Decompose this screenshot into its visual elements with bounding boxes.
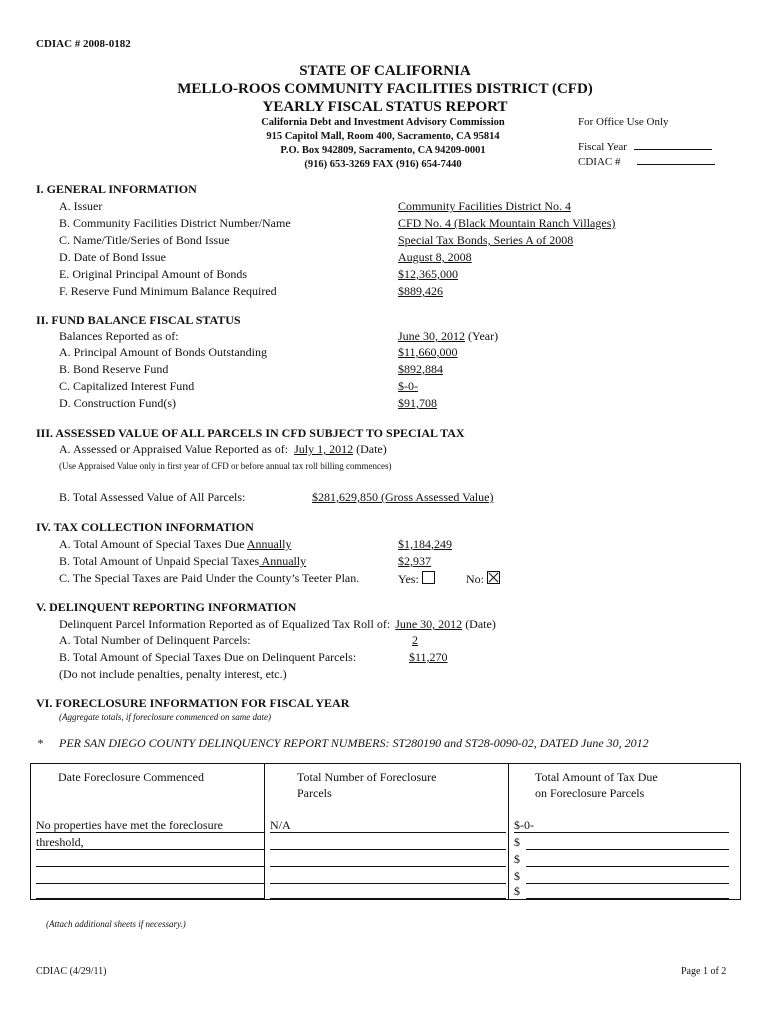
assessed-date-suffix: (Date) [353,442,387,456]
teeter-no: No: [466,571,500,587]
row-line [36,883,264,884]
teeter-yes-checkbox[interactable] [422,571,435,584]
assessed-date-label: A. Assessed or Appraised Value Reported as of: [59,442,289,456]
row-line [526,898,729,899]
cdiac-field [578,156,715,168]
section2-item-label: B. Bond Reserve Fund [59,362,169,376]
foreclosure-subnote: (Aggregate totals, if foreclosure commenced on same date) [59,712,271,722]
taxes-due-label: A. Total Amount of Special Taxes Due Annually [59,537,292,551]
appraised-note: (Use Appraised Value only in first year of CFD or before annual tax roll billing commences) [59,461,392,471]
row-line [270,883,506,884]
delinquent-date: June 30, 2012 [395,617,463,631]
section1-item-label: A. Issuer [59,199,103,213]
footer-page-number: Page 1 of 2 [681,966,727,977]
fiscal-year-line [634,149,712,150]
unpaid-taxes-annually: Annually [259,554,307,568]
form-number: CDIAC # 2008-0182 [36,38,131,50]
total-assessed-value: $281,629,850 (Gross Assessed Value) [312,490,494,504]
teeter-yes: Yes: [398,571,435,587]
cdiac-label: CDIAC # [578,156,621,168]
row-line [36,849,264,850]
col-header-count-line1: Total Number of Foreclosure [297,770,437,784]
section2-item-value: $91,708 [398,396,437,410]
section1-heading: I. GENERAL INFORMATION [36,182,197,196]
attach-sheets-note: (Attach additional sheets if necessary.) [46,919,186,929]
section2-item-label: D. Construction Fund(s) [59,396,176,410]
delinquent-parcels-value: 2 [412,633,418,647]
section1-item-label: C. Name/Title/Series of Bond Issue [59,233,230,247]
office-use-label: For Office Use Only [578,116,669,128]
balances-suffix: (Year) [465,329,499,343]
dollar-sign: $ [514,835,520,849]
row-line [514,832,729,833]
section5-heading: V. DELINQUENT REPORTING INFORMATION [36,600,297,614]
col-header-amount-line1: Total Amount of Tax Due [535,770,658,784]
row-line [270,849,506,850]
teeter-no-checkbox-checked[interactable] [487,571,500,584]
fiscal-year-label: Fiscal Year [578,141,627,153]
section1-item-label: F. Reserve Fund Minimum Balance Required [59,284,277,298]
table-divider [264,764,265,899]
asterisk: * [37,736,43,750]
col-header-amount-line2: on Foreclosure Parcels [535,786,645,800]
taxes-due-value: $1,184,249 [398,537,452,551]
balances-label: Balances Reported as of: [59,329,179,343]
section1-item-label: E. Original Principal Amount of Bonds [59,267,247,281]
unpaid-taxes-value: $2,937 [398,554,431,568]
section2-item-label: C. Capitalized Interest Fund [59,379,195,393]
row-line [526,883,729,884]
section2-item-value: $11,660,000 [398,345,458,359]
assessed-date-row [59,442,387,457]
section6-heading: VI. FORECLOSURE INFORMATION FOR FISCAL YEAR [36,696,350,710]
section1-item-value: Special Tax Bonds, Series A of 2008 [398,233,574,247]
cdiac-line [637,164,715,165]
delinquent-amount-label: B. Total Amount of Special Taxes Due on Delinquent Parcels: [59,650,357,664]
delinquent-amount-value: $11,270 [409,650,448,664]
col-header-count-line2: Parcels [297,786,332,800]
section2-item-value: $892,884 [398,362,443,376]
delinquent-parcels-label: A. Total Number of Delinquent Parcels: [59,633,251,647]
row-line [526,849,729,850]
agency-address1: 915 Capitol Mall, Room 400, Sacramento, CA 95814 [266,131,500,142]
section3-heading: III. ASSESSED VALUE OF ALL PARCELS IN CFD SUBJECT TO SPECIAL TAX [36,426,465,440]
row-line [36,832,264,833]
title-state: STATE OF CALIFORNIA [299,63,471,79]
agency-name: California Debt and Investment Advisory Commission [261,117,505,128]
agency-phone: (916) 653-3269 FAX (916) 654-7440 [304,159,462,170]
row-line [270,866,506,867]
balances-date: June 30, 2012 [398,329,465,343]
dollar-sign: $ [514,884,520,898]
foreclosure-amount-row1: $-0- [514,818,534,832]
dollar-sign: $ [514,852,520,866]
delinquent-intro: Delinquent Parcel Information Reported as of Equalized Tax Roll of: June 30, 2012 (Date) [59,617,496,631]
foreclosure-date-row1: No properties have met the foreclosure [36,818,223,832]
section2-item-value: $-0- [398,379,418,393]
agency-address2: P.O. Box 942809, Sacramento, CA 94209-0001 [280,145,486,156]
table-divider [508,764,509,899]
footer-form-id: CDIAC (4/29/11) [36,966,107,977]
section1-item-value: CFD No. 4 (Black Mountain Ranch Villages) [398,216,616,230]
row-line [270,832,506,833]
foreclosure-table [30,763,741,900]
section1-item-label: B. Community Facilities District Number/Name [59,216,291,230]
section2-item-label: A. Principal Amount of Bonds Outstanding [59,345,267,359]
col-header-date: Date Foreclosure Commenced [58,770,204,784]
section1-item-value: Community Facilities District No. 4 [398,199,571,213]
section2-heading: II. FUND BALANCE FISCAL STATUS [36,313,241,327]
section1-item-value: $889,426 [398,284,443,298]
row-line [36,898,264,899]
penalties-note: (Do not include penalties, penalty interest, etc.) [59,667,287,681]
unpaid-taxes-label: B. Total Amount of Unpaid Special Taxes Annually [59,554,307,568]
title-report: YEARLY FISCAL STATUS REPORT [262,99,508,115]
row-line [270,898,506,899]
teeter-plan-label: C. The Special Taxes are Paid Under the County’s Teeter Plan. [59,571,360,585]
foreclosure-count-row1: N/A [270,818,291,832]
section4-heading: IV. TAX COLLECTION INFORMATION [36,520,254,534]
foreclosure-date-row2: threshold, [36,835,84,849]
taxes-due-annually: Annually [246,537,292,551]
section1-item-label: D. Date of Bond Issue [59,250,166,264]
fiscal-year-field [578,141,712,153]
county-report-note: PER SAN DIEGO COUNTY DELINQUENCY REPORT NUMBERS: ST280190 and ST28-0090-02, DATED June 30, 2012 [59,736,649,750]
row-line [36,866,264,867]
assessed-date: July 1, 2012 [294,442,354,456]
section1-item-value: $12,365,000 [398,267,458,281]
title-mello-roos: MELLO-ROOS COMMUNITY FACILITIES DISTRICT (CFD) [177,81,593,97]
balances-date-field [398,329,498,344]
dollar-sign: $ [514,869,520,883]
section1-item-value: August 8, 2008 [398,250,472,264]
total-assessed-label: B. Total Assessed Value of All Parcels: [59,490,246,504]
row-line [526,866,729,867]
